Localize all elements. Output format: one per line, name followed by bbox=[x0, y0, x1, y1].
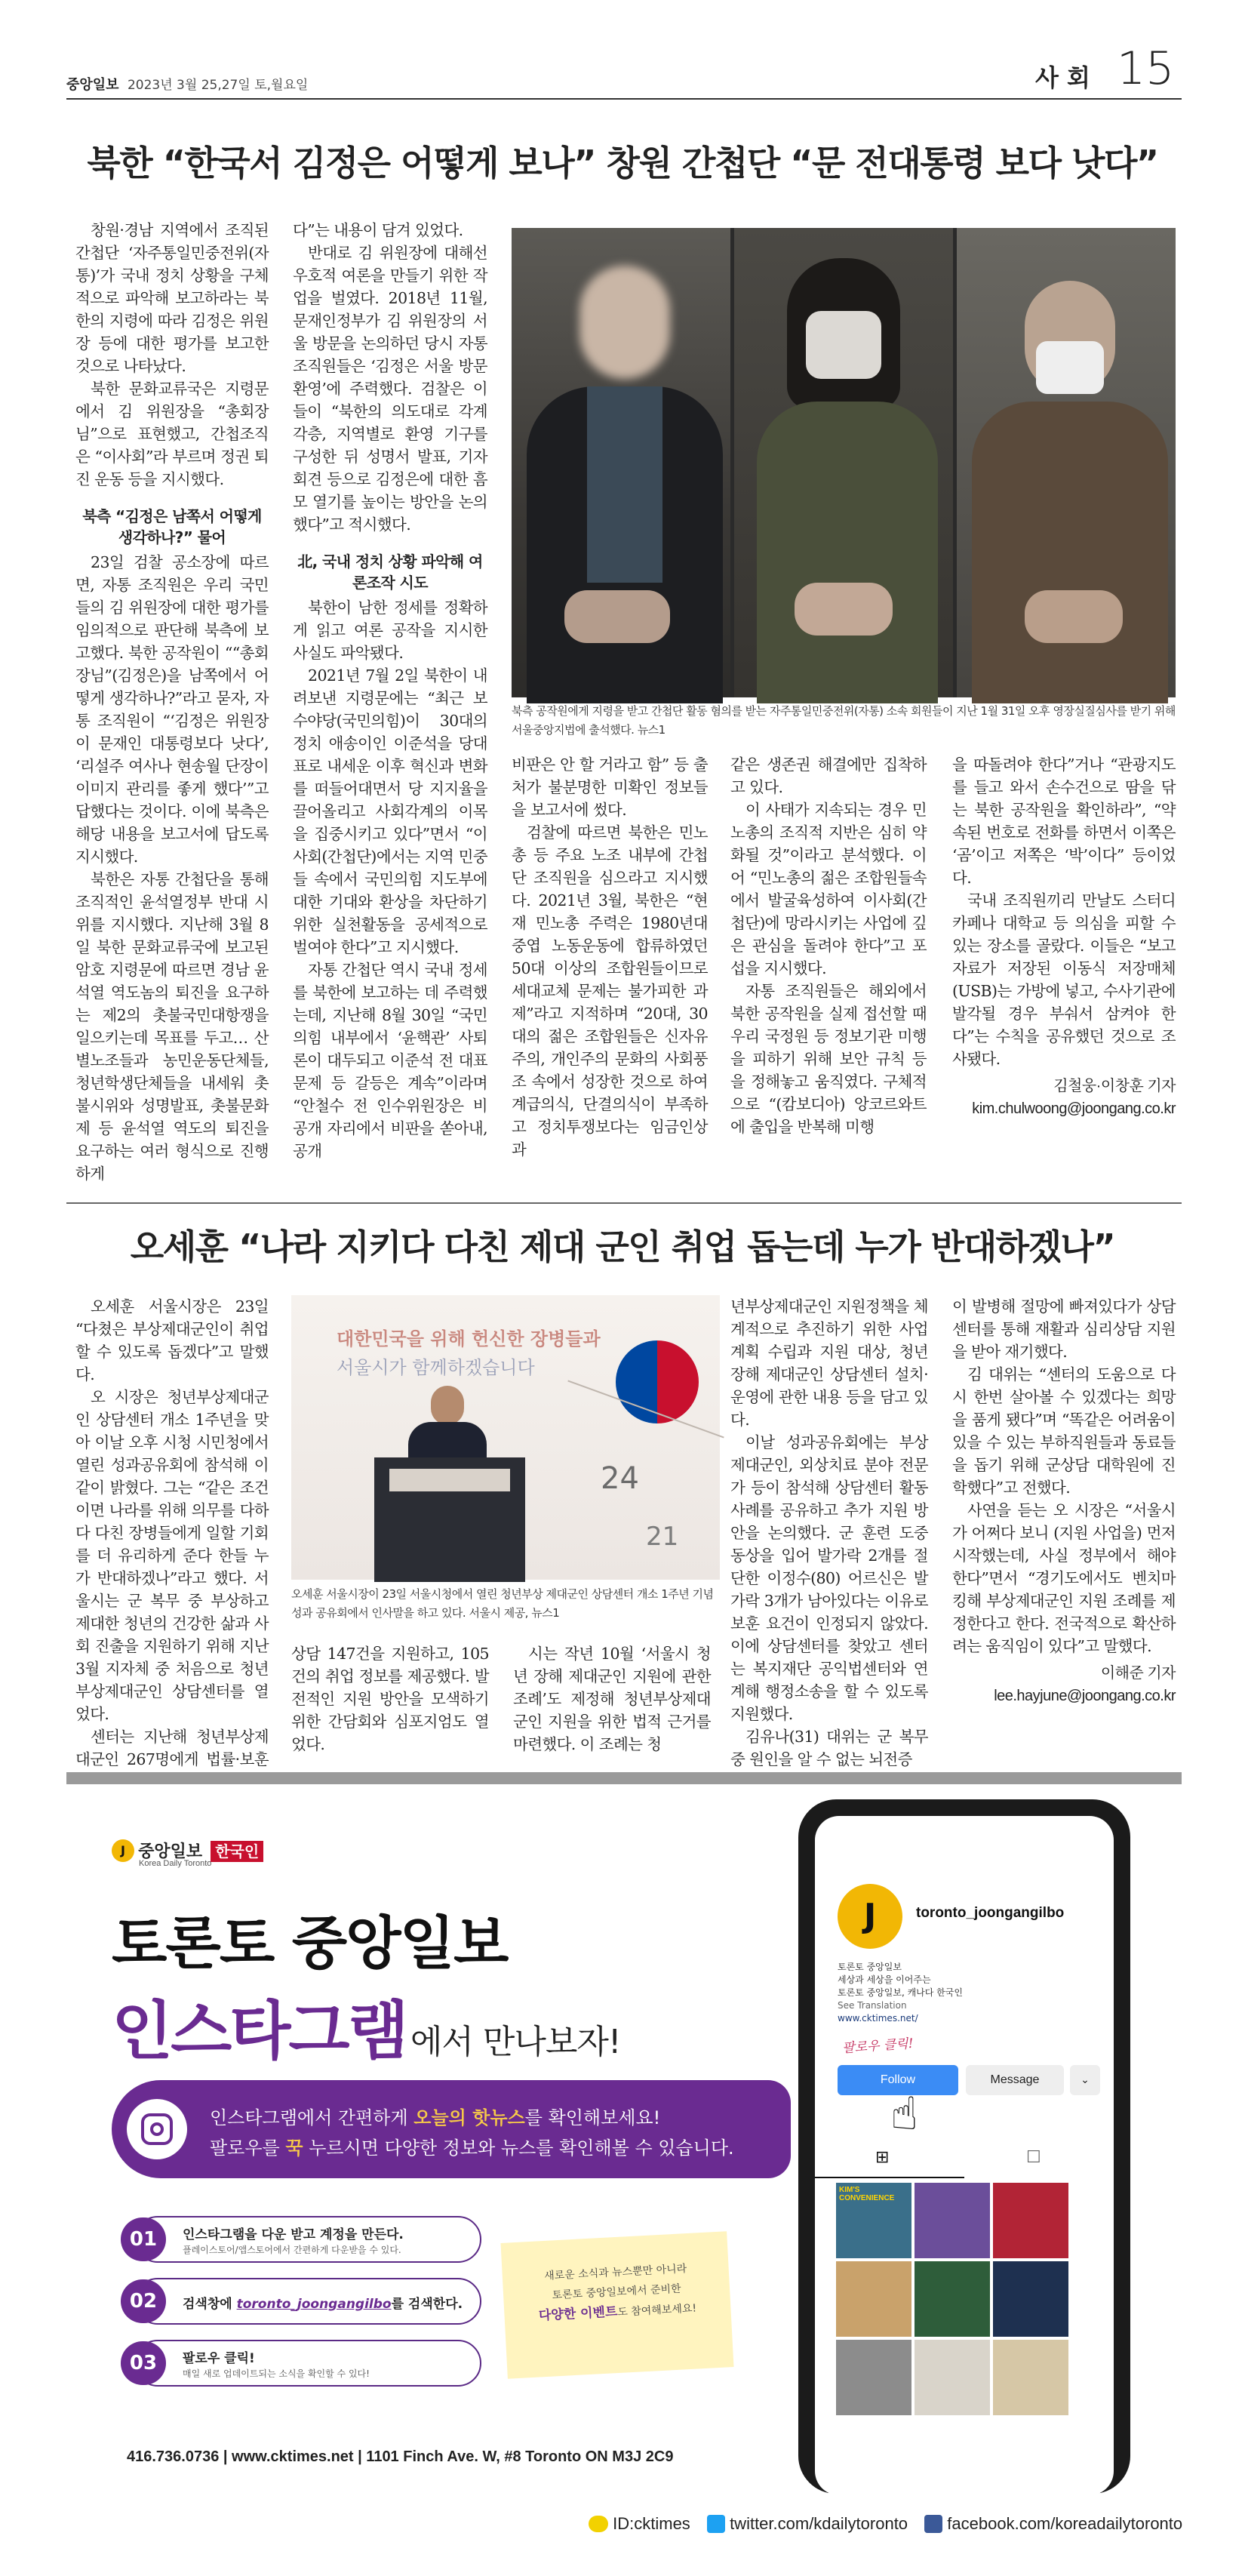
ad-top-bar bbox=[66, 1772, 1182, 1784]
bio-line: 세상과 세상을 이어주는 bbox=[838, 1974, 931, 1985]
paragraph: 김 대위는 “센터의 도움으로 다시 한번 살아볼 수 있겠다는 희망을 품게 됐다”며 “똑같은 어려움이 있을 수 있는 부하직원들과 동료들을 돕기 위해 군상담 대학원에 진학했다”고 전했다. bbox=[952, 1365, 1176, 1497]
ad-title-2 bbox=[112, 1980, 620, 2072]
thumb-label: KIM'S CONVENIENCE bbox=[839, 2186, 895, 2202]
paragraph: 이날 성과공유회에는 부상제대군인, 외상치료 분야 전문가 등이 참석해 상담센터 활동 사례를 공유하고 추가 지원 방안을 논의했다. 군 훈련 도중 동상을 입어 발가락 2개를 절단한 이정수(80) 어르신은 발가락 3개가 남아있다는 이유로 보훈 요건이 인정되지 않았다. 이에 상담센터를 찾았고 센터는 복지재단 공익법센터와 연계해 행정소송을 할 수 있도록 지원했다. bbox=[730, 1433, 928, 1723]
post-thumb[interactable] bbox=[915, 2261, 990, 2337]
paragraph: 상담 147건을 지원하고, 105건의 취업 정보를 제공했다. 발전적인 지원 방안을 모색하기 위한 간담회와 심포지엄도 열었다. bbox=[291, 1645, 489, 1753]
person-right bbox=[957, 228, 1176, 697]
ad-step-3 bbox=[129, 2340, 481, 2387]
post-thumb[interactable] bbox=[915, 2183, 990, 2258]
article2-col1 bbox=[75, 1295, 269, 1768]
paragraph: 이 발병해 절망에 빠져있다가 상담센터를 통해 재활과 심리상담 지원을 받아 재기했다. bbox=[952, 1297, 1176, 1361]
facebook-icon bbox=[924, 2515, 942, 2533]
pointer-hand-icon: ☝ bbox=[890, 2088, 918, 2141]
subheading: 北, 국내 정치 상황 파악해 여론조작 시도 bbox=[297, 552, 483, 592]
paragraph: 자통 조직원들은 해외에서 북한 공작원을 실제 접선할 때 우리 국정원 등 정보기관 미행을 피하기 위해 보안 규칙 등을 정해놓고 움직였다. 구체적으로 “(캄보디아) 앙코르와트에 출입을 반복해 미행 bbox=[730, 982, 927, 1136]
paragraph: 오 시장은 청년부상제대군인 상담센터 개소 1주년을 맞아 이날 오후 시청 시민청에서 열린 성과공유회에 참석해 이같이 밝혔다. 그는 “같은 조건이면 나라를 위해 의무를 다하다 다친 장병들에게 일할 기회를 더 유리하게 준다 한들 누가 반대하겠나”라고 했다. 서울시는 군 복무 중 부상하고 제대한 청년의 건강한 삶과 사회 진출을 지원하기 위해 지난 3월 지자체 중 처음으로 청년부상제대군인 상담센터를 열었다. bbox=[75, 1388, 269, 1723]
section-label: 사 회 bbox=[1035, 63, 1090, 92]
paragraph: 검찰에 따르면 북한은 민노총 등 주요 노조 내부에 간첩단 조직원을 심으라고 지시했다. 2021년 3월, 북한은 “현재 민노총 주력은 1980년대 중엽 노동운동에 합류하였던 50대 이상의 조합원들이므로 세대교체 문제는 불가피한 과제”라고 지적하며 “20대, 30대의 젊은 조합원들은 신자유주의, 개인주의 문화의 사회풍조 속에서 성장한 것으로 하여 계급의식, 단결의식이 부족하고 정치투쟁보다는 임금인상과 bbox=[512, 823, 708, 1159]
paragraph: 센터는 지난해 청년부상제대군인 267명에게 법률·보훈 bbox=[75, 1728, 269, 1768]
banner-text-2: 서울시가 함께하겠습니다 bbox=[337, 1357, 535, 1378]
message-button[interactable]: Message bbox=[966, 2065, 1064, 2095]
pill-text: 를 확인해보세요! bbox=[524, 2107, 661, 2128]
paragraph: 같은 생존권 해결에만 집착하고 있다. bbox=[730, 756, 927, 796]
note-line: 토론토 중앙일보에서 준비한 bbox=[552, 2282, 682, 2302]
page-number: 15 bbox=[1117, 42, 1175, 95]
pill-line-2 bbox=[210, 2133, 734, 2159]
paragraph: 반대로 김 위원장에 대해선 우호적 여론을 만들기 위한 작업을 벌였다. 2018년 11월, 문재인정부가 김 위원장의 서울 방문을 논의하던 당시 자통 조직원들은 ‘김정은 서울 방문 환영’에 주력했다. 검찰은 이들이 “북한의 의도대로 각계각층, 지역별로 환영 기구를 구성한 뒤 성명서 발표, 기자회견 등으로 김정은에 대한 흠모 열기를 높이는 방안을 논의했다”고 적시했다. bbox=[293, 244, 487, 534]
logo-sub: Korea Daily Toronto bbox=[139, 1859, 212, 1868]
post-thumb[interactable] bbox=[993, 2340, 1068, 2415]
post-thumb[interactable] bbox=[836, 2261, 911, 2337]
article2-col5 bbox=[952, 1295, 1176, 1756]
handwritten-note: 팔로우 클릭! bbox=[841, 2036, 915, 2057]
twitter-link[interactable]: twitter.com/kdailytoronto bbox=[730, 2514, 908, 2534]
article2-headline: 오세훈 “나라 지키다 다친 제대 군인 취업 돕는데 누가 반대하겠나” bbox=[130, 1226, 1115, 1267]
phone-mockup bbox=[798, 1799, 1130, 2494]
paragraph: 을 따돌려야 한다”거나 “관광지도를 들고 와서 손수건으로 땀을 닦는 북한 공작원을 확인하라”, “약속된 번호로 전화를 하면서 이쪽은 ‘곰’이고 저쪽은 ‘박’이다” 등이었다. bbox=[952, 756, 1176, 887]
ad-title-rest: 에서 만나보자! bbox=[410, 2023, 621, 2061]
pill-line-1 bbox=[210, 2103, 660, 2129]
paragraph: 자통 간첩단 역시 국내 정세를 북한에 보고하는 데 주력했는데, 지난해 8월 30일 “국민의힘 내부에서 ‘윤핵관’ 사퇴론이 대두되고 이준석 전 대표 문제 등 갈등은 계속”이라며 “안철수 전 인수위원장은 비공개 자리에서 비판을 쏟아내, 공개 bbox=[293, 961, 487, 1160]
profile-username: toronto_joongangilbo bbox=[916, 1905, 1065, 1921]
article2-byline: 이해준 기자 bbox=[1100, 1665, 1176, 1682]
article1-email: kim.chulwoong@joongang.co.kr bbox=[972, 1100, 1176, 1117]
article1-col4 bbox=[730, 753, 927, 1199]
pill-highlight: 오늘의 핫뉴스 bbox=[413, 2107, 525, 2128]
flag-icon bbox=[616, 1340, 699, 1423]
person-left bbox=[512, 228, 730, 697]
ad-pill bbox=[112, 2080, 791, 2178]
paragraph: 북한 문화교류국은 지령문에서 김 위원장을 “총회장님”으로 표현했고, 간첩조직은 “이사회”라 부르며 정권 퇴진 운동 등을 지시했다. bbox=[75, 380, 269, 488]
kakao-icon bbox=[589, 2516, 608, 2532]
issue-date: 2023년 3월 25,27일 토,월요일 bbox=[127, 78, 309, 93]
dropdown-button[interactable] bbox=[1070, 2065, 1100, 2095]
ad-title-1: 토론토 중앙일보 bbox=[112, 1910, 508, 1977]
post-thumb[interactable] bbox=[836, 2183, 911, 2258]
article1-photo-caption: 북측 공작원에게 지령을 받고 간첩단 활동 혐의를 받는 자주통일민중전위(자통) 소속 회원들이 지난 1월 31일 오후 영장실질심사를 받기 위해 서울중앙지법에 출석했다. 뉴스1 bbox=[512, 704, 1176, 737]
paragraph: 다”는 내용이 담겨 있었다. bbox=[293, 221, 463, 239]
footer-social bbox=[589, 2513, 1183, 2534]
step-desc: 플레이스토어/앱스토어에서 간편하게 다운받을 수 있다. bbox=[183, 2245, 401, 2255]
bio-line: 토론토 중앙일보 bbox=[838, 1962, 902, 1972]
logo-name: 중앙일보 bbox=[138, 1842, 203, 1861]
paragraph: 사연을 듣는 오 시장은 “서울시가 어쩌다 보니 (지원 사업을) 먼저 시작했는데, 사실 정부에서 해야 한다”면서 “경기도에서도 벤치마킹해 부상제대군인 지원 조례를 제정한다고 한다. 전국적으로 확산하려는 움직임이 있다”고 말했다. bbox=[952, 1501, 1176, 1655]
phone-screen bbox=[815, 1816, 1114, 2495]
note-line: 새로운 소식과 뉴스뿐만 아니라 bbox=[543, 2263, 687, 2282]
article2-col3 bbox=[513, 1642, 711, 1756]
article1-byline: 김철웅·이창훈 기자 bbox=[1053, 1078, 1176, 1094]
paragraph: 시는 작년 10월 ‘서울시 청년 장해 제대군인 지원에 관한 조례’도 제정해 청년부상제대군인 지원을 위한 법적 근거를 마련했다. 이 조례는 청 bbox=[513, 1645, 711, 1753]
note-highlight: 다양한 이벤트 bbox=[538, 2304, 618, 2324]
article1-col2 bbox=[293, 219, 487, 1193]
facebook-link[interactable]: facebook.com/koreadailytoronto bbox=[947, 2514, 1183, 2534]
step-number: 01 bbox=[121, 2217, 166, 2261]
post-thumb[interactable] bbox=[836, 2340, 911, 2415]
banner-text-1: 대한민국을 위해 헌신한 장병들과 bbox=[337, 1328, 601, 1350]
profile-bio bbox=[838, 1961, 963, 2025]
post-thumb[interactable] bbox=[915, 2340, 990, 2415]
bio-line: See Translation bbox=[838, 2000, 907, 2011]
logo-badge: 한국인 bbox=[211, 1841, 263, 1862]
paragraph: 북한이 남한 정세를 정확하게 읽고 여론 공작을 지시한 사실도 파악됐다. bbox=[293, 599, 487, 662]
article1-col5 bbox=[952, 753, 1176, 1199]
event-note bbox=[500, 2231, 733, 2378]
paragraph: 국내 조직원끼리 만날도 스터디카페나 대학교 등 의심을 피할 수 있는 장소를 골랐다. 이들은 “보고자료가 저장된 이동식 저장매체(USB)는 가방에 넣고, 수사기관에 발각될 경우 부숴서 삼켜야 한다”는 수칙을 공유했던 것으로 조사됐다. bbox=[952, 891, 1176, 1068]
ad-logo bbox=[112, 1839, 263, 1868]
kakao-id[interactable]: ID:cktimes bbox=[613, 2514, 690, 2534]
note-text: 도 참여해보세요! bbox=[616, 2302, 697, 2319]
step-handle: toronto_joongangilbo bbox=[236, 2297, 392, 2312]
article2-photo: 대한민국을 위해 헌신한 장병들과 서울시가 함께하겠습니다 24 21 bbox=[291, 1295, 720, 1580]
article-divider bbox=[66, 1202, 1182, 1204]
ad-title-bold: 인스타그램 bbox=[112, 1994, 407, 2068]
paragraph: 오세훈 서울시장은 23일 “다쳤은 부상제대군인이 취업할 수 있도록 돕겠다”고 말했다. bbox=[75, 1297, 269, 1383]
post-grid bbox=[815, 2180, 1114, 2482]
grid-tab-icon[interactable]: ⊞ bbox=[875, 2148, 890, 2167]
step-number: 03 bbox=[121, 2341, 166, 2385]
bio-line: 토론토 중앙일보, 캐나다 한국인 bbox=[838, 1987, 963, 1998]
step-text: 를 검색한다. bbox=[391, 2297, 463, 2312]
logo-icon: J bbox=[112, 1839, 134, 1862]
paragraph: 이 사태가 지속되는 경우 민노총의 조직적 지반은 심히 약화될 것”이라고 분석했다. 이어 “민노총의 젊은 조합원들속에서 발굴육성하여 이사회(간첩단)에 망라시키는 사업에 깊은 관심을 돌려야 한다”고 포섭을 지시했다. bbox=[730, 801, 927, 977]
chevron-down-icon: ⌄ bbox=[1081, 2074, 1090, 2086]
article2-photo-caption: 오세훈 서울시장이 23일 서울시청에서 열린 청년부상 제대군인 상담센터 개소 1주년 기념 성과 공유회에서 인사말을 하고 있다. 서울시 제공, 뉴스1 bbox=[291, 1587, 714, 1620]
post-thumb[interactable] bbox=[993, 2183, 1068, 2258]
step-number: 02 bbox=[121, 2279, 166, 2323]
article1-photo bbox=[512, 228, 1176, 697]
paragraph: 23일 검찰 공소장에 따르면, 자통 조직원은 우리 국민들의 김 위원장에 대한 평가를 임의적으로 판단해 북측에 보고했다. 북한 공작원이 ““총회장님”(김정은)을 남쪽에서 어떻게 생각하나?”라고 묻자, 자통 조직원이 “‘김정은 위원장이 문재인 대통령보다 낫다’, ‘리설주 여사나 현송월 단장이 이미지 관리를 좋게 했다’”고 답했다는 것이다. 이에 북측은 해당 내용을 보고서에 답도록 지시했다. bbox=[75, 553, 269, 866]
pill-highlight: 꾹 bbox=[285, 2137, 303, 2159]
step-title bbox=[183, 2293, 463, 2312]
step-text: 검색창에 bbox=[183, 2297, 237, 2312]
tagged-tab-icon[interactable]: ☐ bbox=[1026, 2148, 1041, 2167]
article1-headline: 북한 “한국서 김정은 어떻게 보나” 창원 간첩단 “문 전대통령 보다 낫다” bbox=[87, 143, 1158, 183]
article1-col1 bbox=[75, 219, 269, 1193]
paragraph: 창원·경남 지역에서 조직된 간첩단 ‘자주통일민중전위(자통)’가 국내 정치 상황을 구체적으로 파악해 보고하라는 북한의 지령에 따라 김정은 위원장 등에 대한 평가를 보고한 것으로 나타났다. bbox=[75, 221, 269, 375]
article2-col4 bbox=[730, 1295, 928, 1768]
pill-text: 팔로우를 bbox=[210, 2137, 286, 2159]
ad-box bbox=[66, 1784, 1182, 2494]
post-thumb[interactable] bbox=[993, 2261, 1068, 2337]
article1-col3 bbox=[512, 753, 708, 1199]
ad-step-1 bbox=[129, 2216, 481, 2263]
step-desc: 매일 새로 업데이트되는 소식을 확인할 수 있다! bbox=[183, 2368, 370, 2379]
masthead bbox=[66, 74, 308, 94]
paragraph: 북한은 자통 간첩단을 통해 조직적인 윤석열정부 반대 시위를 지시했다. 지난해 3월 8일 북한 문화교류국에 보고된 암호 지령문에 따르면 경남 윤석열 역도놈의 퇴진을 요구하는 제2의 촛불국민대항쟁을 일으키는데 목표를 두고… 산별노조들과 농민운동단체들, 청년학생단체들을 내세워 촛불시위와 성명발표, 촛불문화제 등 윤석열 역도의 퇴진을 요구하는 여러 형식으로 진행하게 bbox=[75, 870, 269, 1183]
paper-name: 중앙일보 bbox=[66, 77, 119, 93]
step-title: 인스타그램을 다운 받고 계정을 만든다. bbox=[183, 2227, 404, 2242]
article2-email: lee.hayjune@joongang.co.kr bbox=[994, 1688, 1176, 1704]
paragraph: 비판은 안 할 거라고 함” 등 출처가 불분명한 미확인 정보들을 보고서에 썼다. bbox=[512, 756, 708, 819]
subheading: 북측 “김정은 남쪽서 어떻게 생각하나?” 물어 bbox=[82, 507, 262, 546]
paragraph: 김유나(31) 대위는 군 복무 중 원인을 알 수 없는 뇌전증 bbox=[730, 1728, 928, 1768]
ad-step-2 bbox=[129, 2278, 481, 2325]
paragraph: 2021년 7월 2일 북한이 내려보낸 지령문에는 “최근 보수야당(국민의힘)이 30대의 정치 애송이인 이준석을 당대표로 내세운 이후 혁신과 변화를 떠들어대면서 당 지지율을 끌어올리고 사회각계의 이목을 집중시키고 있다”면서 “이사회(간첩단)에서는 지역 민중들 속에서 국민의힘 지도부에 대한 기대와 환상을 차단하기 위한 실천활동을 공세적으로 벌여야 한다”고 지시했다. bbox=[293, 666, 487, 956]
step-title: 팔로우 클릭! bbox=[183, 2351, 255, 2366]
paragraph: 년부상제대군인 지원정책을 체계적으로 추진하기 위한 사업계획 수립과 지원 대상, 청년 장해 제대군인 상담센터 설치·운영에 관한 내용 등을 담고 있다. bbox=[730, 1297, 928, 1429]
ad-contact: 416.736.0736 | www.cktimes.net | 1101 Finch Ave. W, #8 Toronto ON M3J 2C9 bbox=[127, 2448, 674, 2465]
pill-text: 누르시면 다양한 정보와 뉴스를 확인해볼 수 있습니다. bbox=[303, 2137, 734, 2159]
instagram-icon bbox=[127, 2099, 187, 2159]
profile-avatar: J bbox=[838, 1884, 902, 1949]
person-middle bbox=[734, 228, 953, 697]
follow-button[interactable]: Follow bbox=[838, 2065, 958, 2095]
header-rule bbox=[66, 98, 1182, 100]
twitter-icon bbox=[707, 2515, 725, 2533]
pill-text: 인스타그램에서 간편하게 bbox=[210, 2107, 414, 2128]
bio-line: www.cktimes.net/ bbox=[838, 2013, 918, 2024]
article2-col2 bbox=[291, 1642, 489, 1756]
